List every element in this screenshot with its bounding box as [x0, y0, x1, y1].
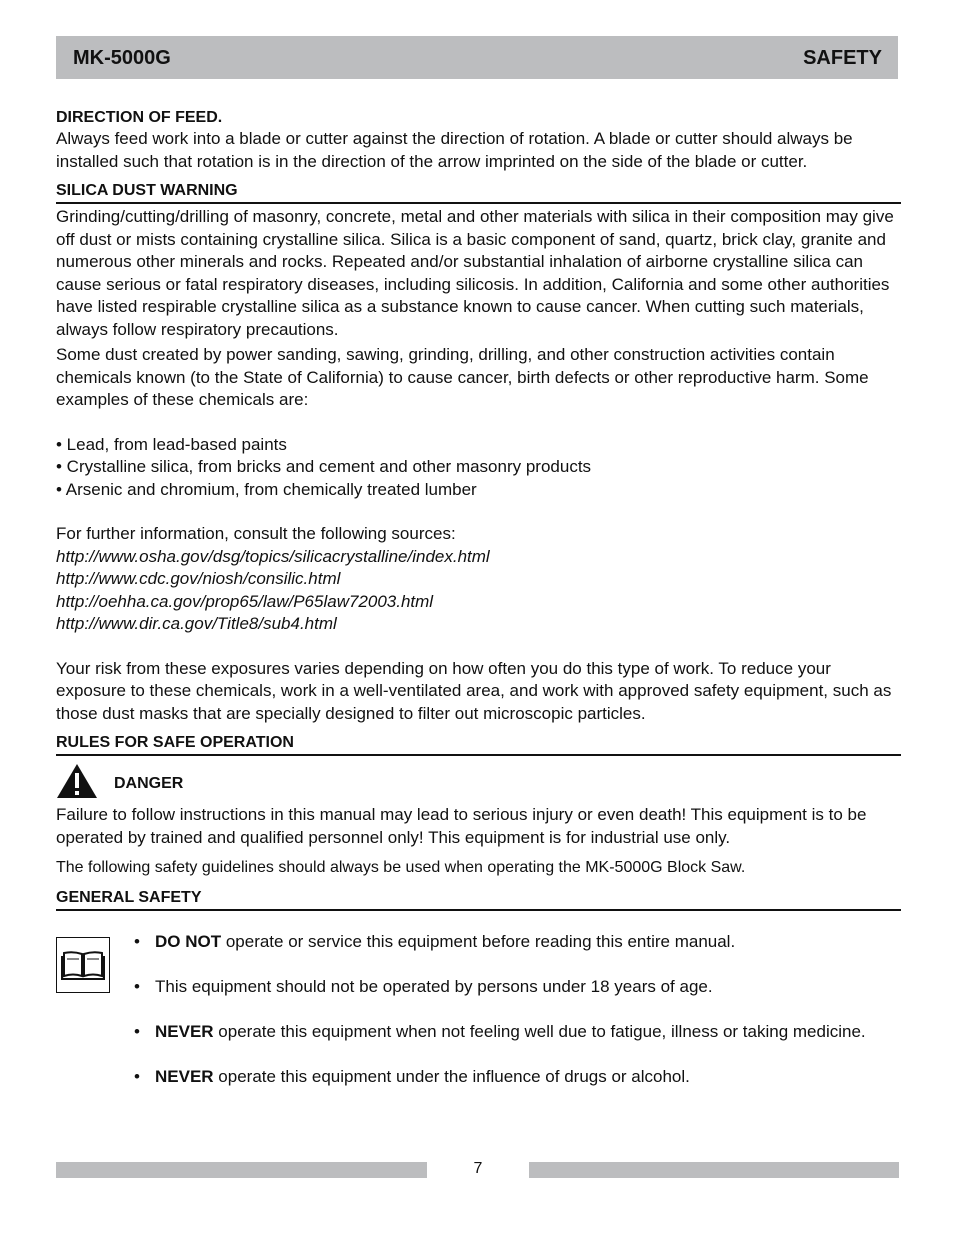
direction-heading: DIRECTION OF FEED.: [56, 109, 223, 126]
silica-paragraph-1: Grinding/cutting/drilling of masonry, concrete, metal and other materials with silica in their composition may give off dust or mists containing crystalline silica. Silica is a basic component of sand, quartz, brick clay, granite and numerous other minerals and rocks. Repeated and/or substantial inhalation of airborne crystalline silica can cause serious or fatal respiratory diseases, including silicosis. In addition, California and some other authorities have listed respirable crystalline silica as a substance known to cause cancer. When cutting such materials, always follow respiratory precautions.: [56, 207, 894, 339]
page-header: [56, 36, 898, 79]
bullet-icon: •: [134, 976, 140, 996]
item-text: operate this equipment when not feeling well due to fatigue, illness or taking medicine.: [213, 1021, 866, 1041]
section-title: SAFETY: [803, 47, 882, 69]
danger-text: Failure to follow instructions in this manual may lead to serious injury or even death! This equipment is to be operated by trained and qualified personnel only! This equipment is for industrial use only.: [56, 805, 867, 847]
direction-body: Always feed work into a blade or cutter against the direction of rotation. A blade or cutter should always be installed such that rotation is in the direction of the arrow imprinted on the side of the blade or cutter.: [56, 129, 853, 171]
silica-paragraph-2: Some dust created by power sanding, sawing, grinding, drilling, and other construction activities contain chemicals known (to the State of California) to cause cancer, birth defects or other reproductive harm. Some examples of these chemicals are:: [56, 345, 869, 409]
page-content: [56, 108, 901, 1088]
page-number: 7: [473, 1160, 483, 1177]
list-item: [134, 1066, 901, 1089]
list-item: • Arsenic and chromium, from chemically treated lumber: [56, 479, 477, 499]
bullet-icon: •: [134, 1066, 140, 1086]
list-item: [134, 976, 901, 999]
warning-triangle-icon: [56, 763, 98, 806]
item-text: This equipment should not be operated by persons under 18 years of age.: [155, 976, 713, 996]
rules-heading: RULES FOR SAFE OPERATION: [56, 733, 901, 756]
source-link[interactable]: http://www.osha.gov/dsg/topics/silicacrystalline/index.html: [56, 546, 490, 566]
source-link[interactable]: http://www.dir.ca.gov/Title8/sub4.html: [56, 614, 337, 633]
bullet-icon: •: [134, 1021, 140, 1041]
emphasis: DO NOT: [155, 931, 222, 951]
risk-paragraph: Your risk from these exposures varies depending on how often you do this type of work. To reduce your exposure to these chemicals, work in a well-ventilated area, and work with approved safety equipment, such as those dust masks that are specially designed to filter out microscopic particles.: [56, 658, 892, 723]
emphasis: NEVER: [155, 1066, 214, 1086]
emphasis: NEVER: [155, 1021, 214, 1041]
item-text: operate or service this equipment before reading this entire manual.: [221, 931, 736, 951]
silica-heading: SILICA DUST WARNING: [56, 181, 901, 204]
footer-bar-right: [529, 1162, 899, 1178]
item-text: operate this equipment under the influence of drugs or alcohol.: [213, 1066, 690, 1086]
bullet-icon: •: [134, 931, 140, 951]
list-item: [134, 931, 901, 954]
sources-intro: For further information, consult the following sources:: [56, 524, 456, 543]
danger-callout: [56, 764, 901, 804]
general-safety-list: [134, 921, 901, 1089]
manual-book-icon: [56, 937, 110, 993]
guidelines-text: The following safety guidelines should always be used when operating the MK-5000G Block Saw.: [56, 859, 746, 876]
general-safety-block: [56, 921, 901, 1089]
source-link[interactable]: http://www.cdc.gov/niosh/consilic.html: [56, 569, 341, 588]
general-safety-heading: GENERAL SAFETY: [56, 888, 901, 911]
source-link[interactable]: http://oehha.ca.gov/prop65/law/P65law72003.html: [56, 591, 434, 611]
list-item: • Crystalline silica, from bricks and cement and other masonry products: [56, 457, 592, 476]
list-item: [134, 1021, 901, 1044]
model-name: MK-5000G: [73, 47, 171, 69]
footer-bar-left: [56, 1162, 427, 1178]
list-item: • Lead, from lead-based paints: [56, 434, 287, 454]
chemicals-list: [56, 434, 901, 502]
danger-label: DANGER: [114, 774, 184, 792]
